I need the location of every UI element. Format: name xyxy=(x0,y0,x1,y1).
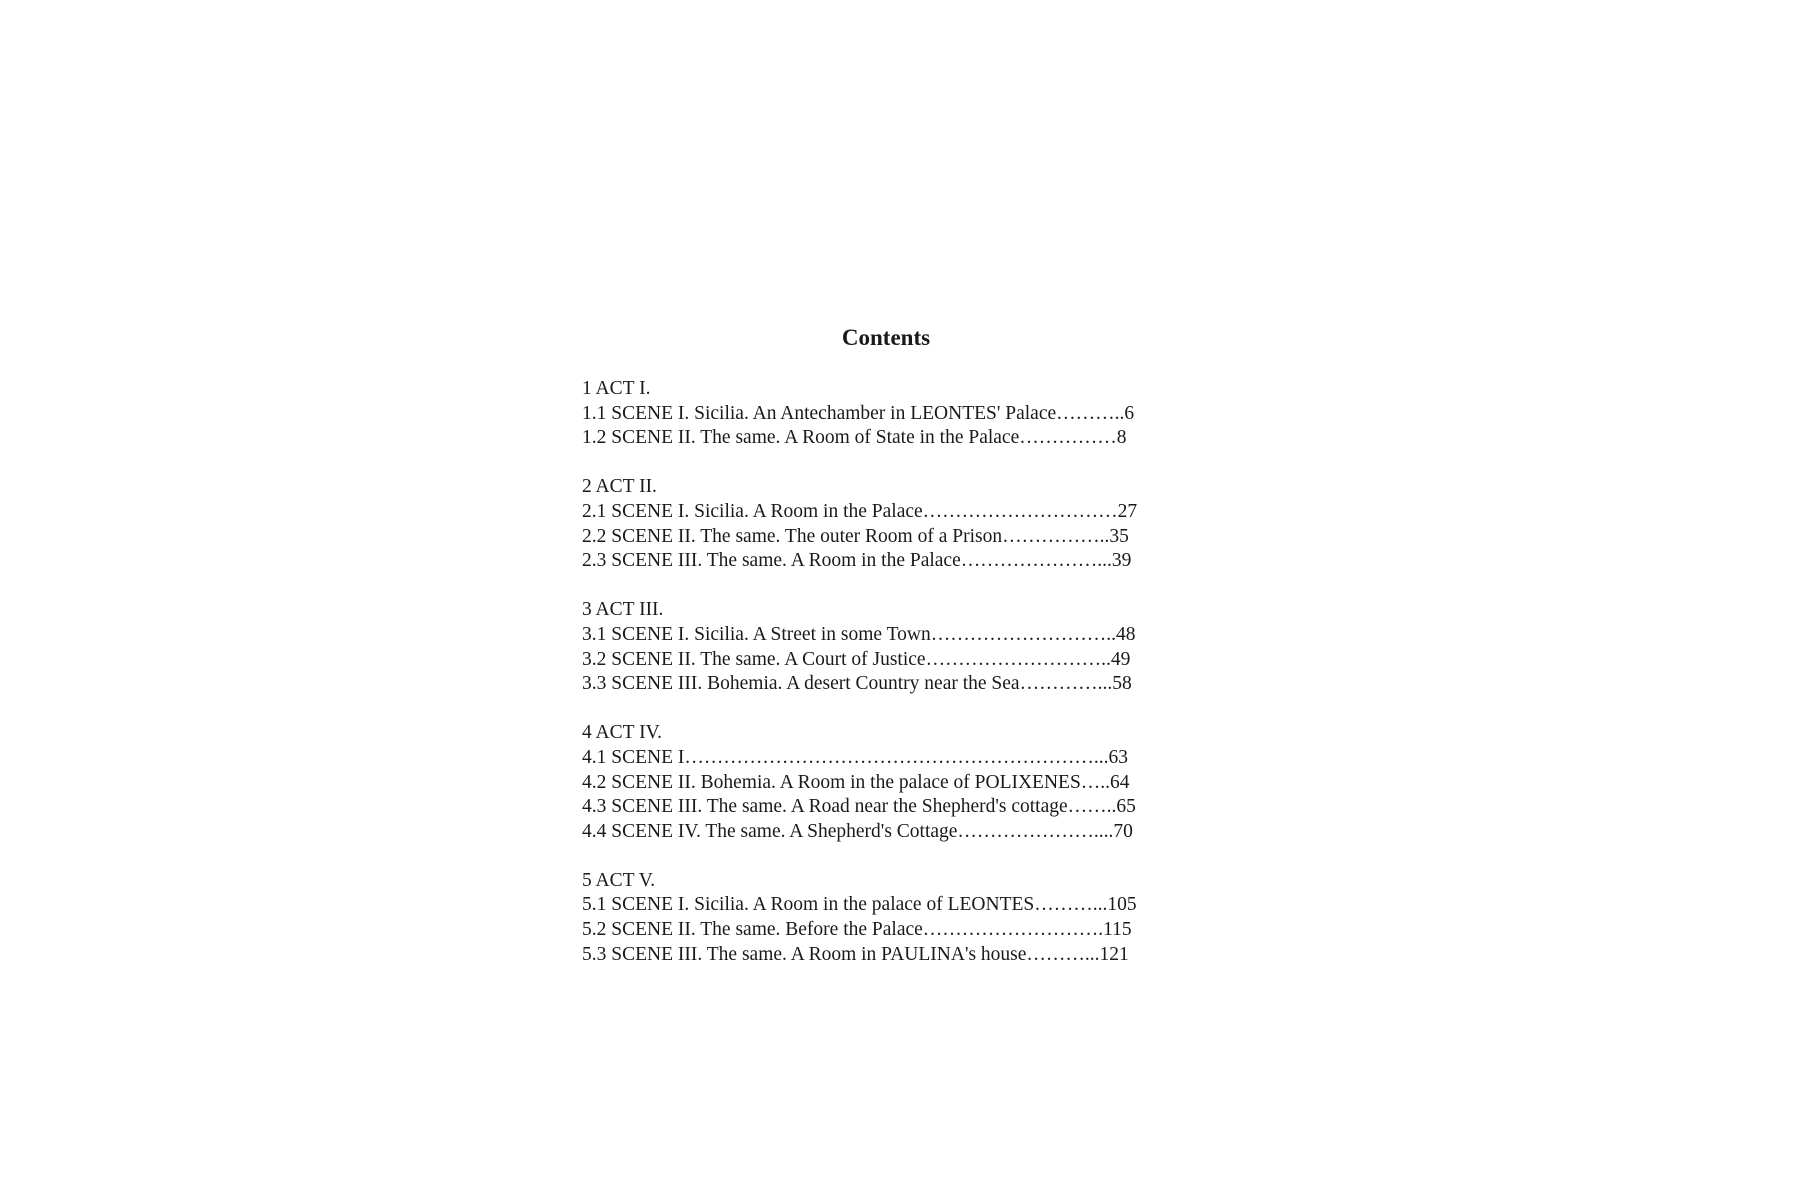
toc-entry: 3.1 SCENE I. Sicilia. A Street in some Town………………………..48 xyxy=(582,623,1136,645)
toc-entry: 3.3 SCENE III. Bohemia. A desert Country near the Sea…………...58 xyxy=(582,673,1132,695)
act-group xyxy=(582,475,1222,573)
act-heading: 4 ACT IV. xyxy=(582,722,663,744)
act-group xyxy=(582,721,1222,844)
toc-entry: 4.2 SCENE II. Bohemia. A Room in the palace of POLIXENES…..64 xyxy=(582,771,1130,793)
toc-entry: 5.2 SCENE II. The same. Before the Palace……………………….115 xyxy=(582,919,1132,941)
act-group xyxy=(582,598,1222,696)
toc-entry: 4.1 SCENE I………………………………………………………...63 xyxy=(582,746,1128,768)
toc-entry: 5.3 SCENE III. The same. A Room in PAULINA's house………...121 xyxy=(582,943,1129,965)
toc-entry: 2.1 SCENE I. Sicilia. A Room in the Palace…………………………27 xyxy=(582,500,1138,522)
table-of-contents xyxy=(582,377,1222,992)
act-heading: 5 ACT V. xyxy=(582,869,656,891)
toc-entry: 1.1 SCENE I. Sicilia. An Antechamber in LEONTES' Palace………..6 xyxy=(582,402,1135,424)
act-heading: 1 ACT I. xyxy=(582,378,651,399)
toc-entry: 5.1 SCENE I. Sicilia. A Room in the palace of LEONTES………...105 xyxy=(582,894,1137,916)
toc-entry: 1.2 SCENE II. The same. A Room of State in the Palace……………8 xyxy=(582,427,1127,449)
act-group xyxy=(582,869,1222,967)
act-heading: 3 ACT III. xyxy=(582,599,664,621)
toc-entry: 3.2 SCENE II. The same. A Court of Justice………………………..49 xyxy=(582,648,1131,670)
page-title: Contents xyxy=(841,325,931,350)
act-group xyxy=(582,377,1222,451)
toc-entry: 2.2 SCENE II. The same. The outer Room of a Prison……………..35 xyxy=(582,525,1129,547)
toc-entry: 2.3 SCENE III. The same. A Room in the Palace…………………...39 xyxy=(582,550,1132,572)
act-heading: 2 ACT II. xyxy=(582,476,657,498)
toc-entry: 4.4 SCENE IV. The same. A Shepherd's Cottage…………………....70 xyxy=(582,820,1133,842)
toc-entry: 4.3 SCENE III. The same. A Road near the Shepherd's cottage……..65 xyxy=(582,796,1136,818)
